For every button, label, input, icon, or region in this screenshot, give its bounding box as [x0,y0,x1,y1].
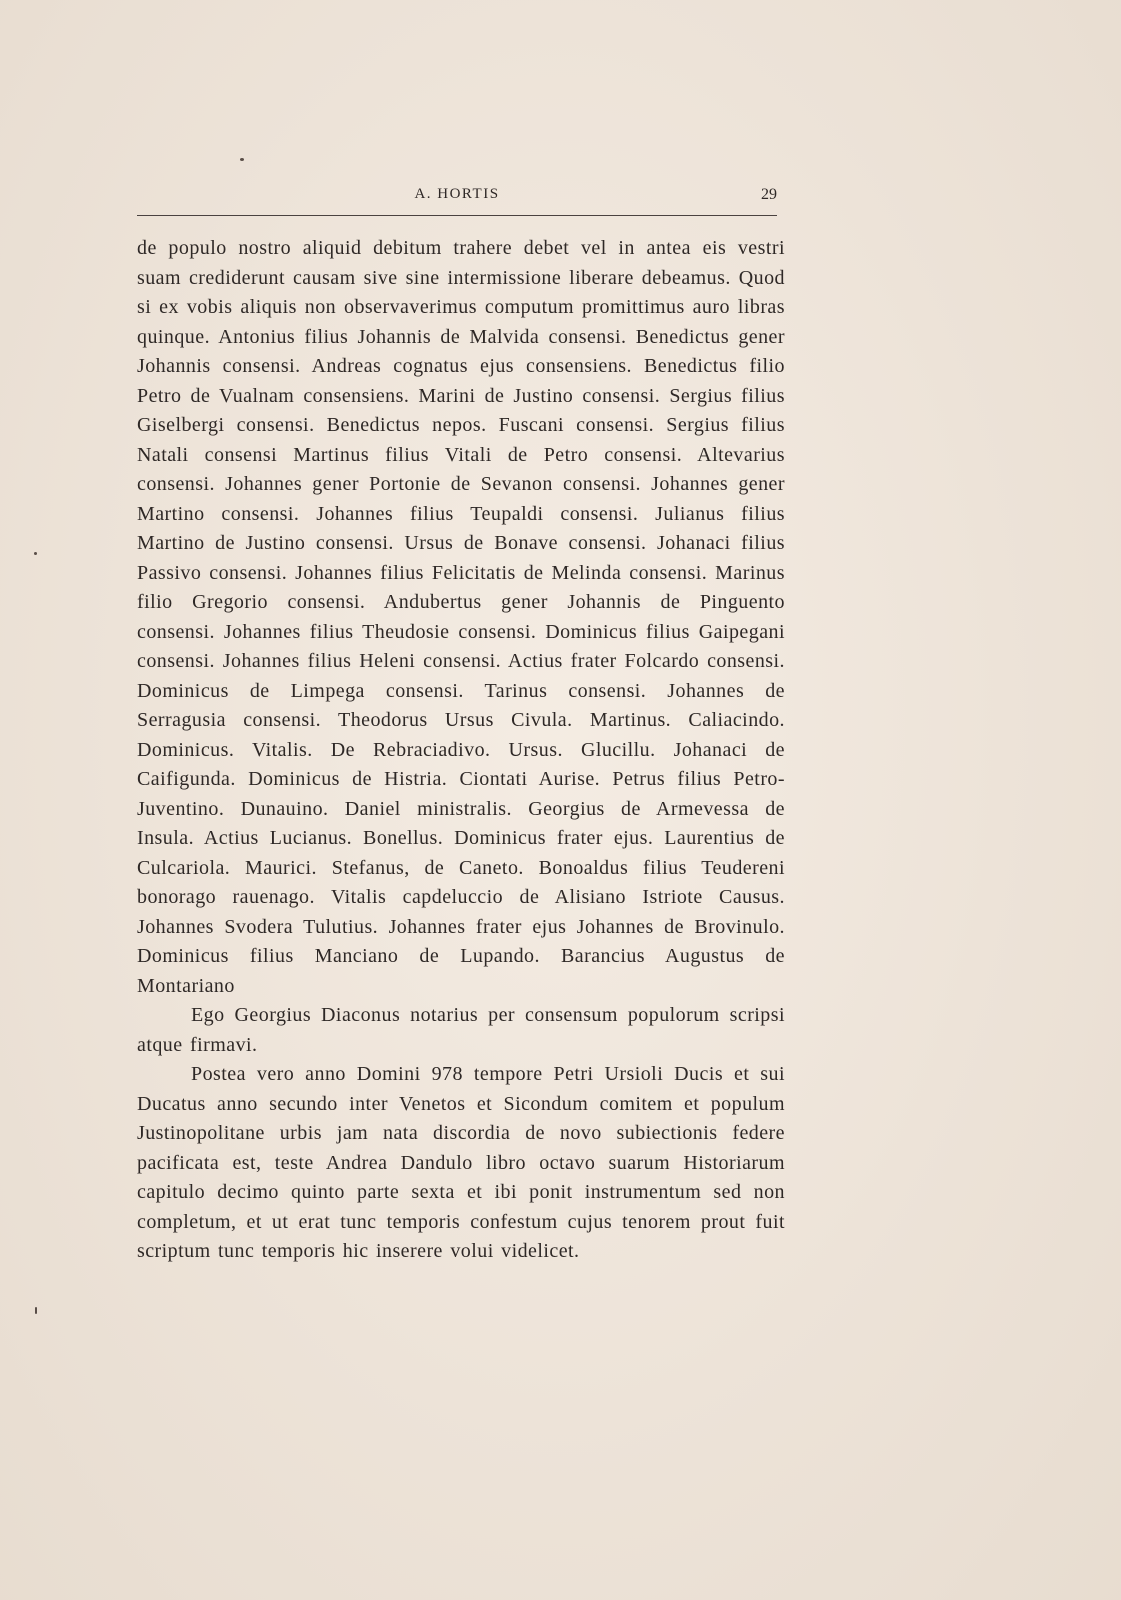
paper-speck [35,1307,37,1314]
paragraph-signatories: de populo nostro aliquid debitum trahere debet vel in antea eis vestri suam crediderunt causam sive sine intermissione liberare debeamus. Quod si ex vobis aliquis non observaverimus computum promittimus auro libras quinque. Antonius filius Johannis de Malvida consensi. Benedictus gener Johannis consensi. Andreas cognatus ejus consensiens. Benedictus filio Petro de Vualnam consensiens. Marini de Justino consensi. Sergius filius Giselbergi consensi. Benedictus nepos. Fuscani consensi. Sergius filius Natali consensi Martinus filius Vitali de Petro consensi. Altevarius consensi. Johannes gener Portonie de Sevanon consensi. Johannes gener Martino consensi. Johannes filius Teupaldi consensi. Julianus filius Martino de Justino consensi. Ursus de Bonave consensi. Johanaci filius Passivo consensi. Johannes filius Felicitatis de Melinda consensi. Marinus filio Gregorio consensi. Andubertus gener Johannis de Pinguento consensi. Johannes filius Theudosie consensi. Dominicus filius Gaipegani consensi. Johannes filius Heleni consensi. Actius frater Folcardo consensi. Dominicus de Limpega consensi. Tarinus consensi. Johannes de Serragusia consensi. Theodorus Ursus Civula. Martinus. Caliacindo. Dominicus. Vitalis. De Rebraciadivo. Ursus. Glucillu. Johanaci de Caifigunda. Dominicus de Histria. Ciontati Aurise. Petrus filius Petro-Juventino. Dunauino. Daniel ministralis. Georgius de Armevessa de Insula. Actius Lucianus. Bonellus. Dominicus frater ejus. Laurentius de Culcariola. Maurici. Stefanus, de Caneto. Bonoaldus filius Teudereni bonorago rauenago. Vitalis capdeluccio de Alisiano Istriote Causus. Johannes Svodera Tulutius. Johannes frater ejus Johannes de Brovinulo. Dominicus filius Manciano de Lupando. Barancius Augustus de Montariano [137,237,785,997]
body-text [137,234,785,1267]
running-head: A. HORTIS [414,186,500,202]
paper-speck [34,552,37,555]
paragraph-postea: Postea vero anno Domini 978 tempore Petri Ursioli Ducis et sui Ducatus anno secundo inter Venetos et Sicondum comitem et populum Justinopolitane urbis jam nata discordia de novo subiectionis federe pacificata est, teste Andrea Dandulo libro octavo suarum Historiarum capitulo decimo quinto parte sexta et ibi ponit instrumentum sed non completum, et ut erat tunc temporis confestum cujus tenorem prout fuit scriptum tunc temporis hic inserere volui videlicet. [137,1063,785,1262]
paper-speck [240,158,244,161]
header-rule [137,215,777,216]
page-header [137,186,777,212]
paragraph-notary: Ego Georgius Diaconus notarius per consensum populorum scripsi atque firmavi. [137,1004,785,1056]
page-number: 29 [761,186,777,203]
